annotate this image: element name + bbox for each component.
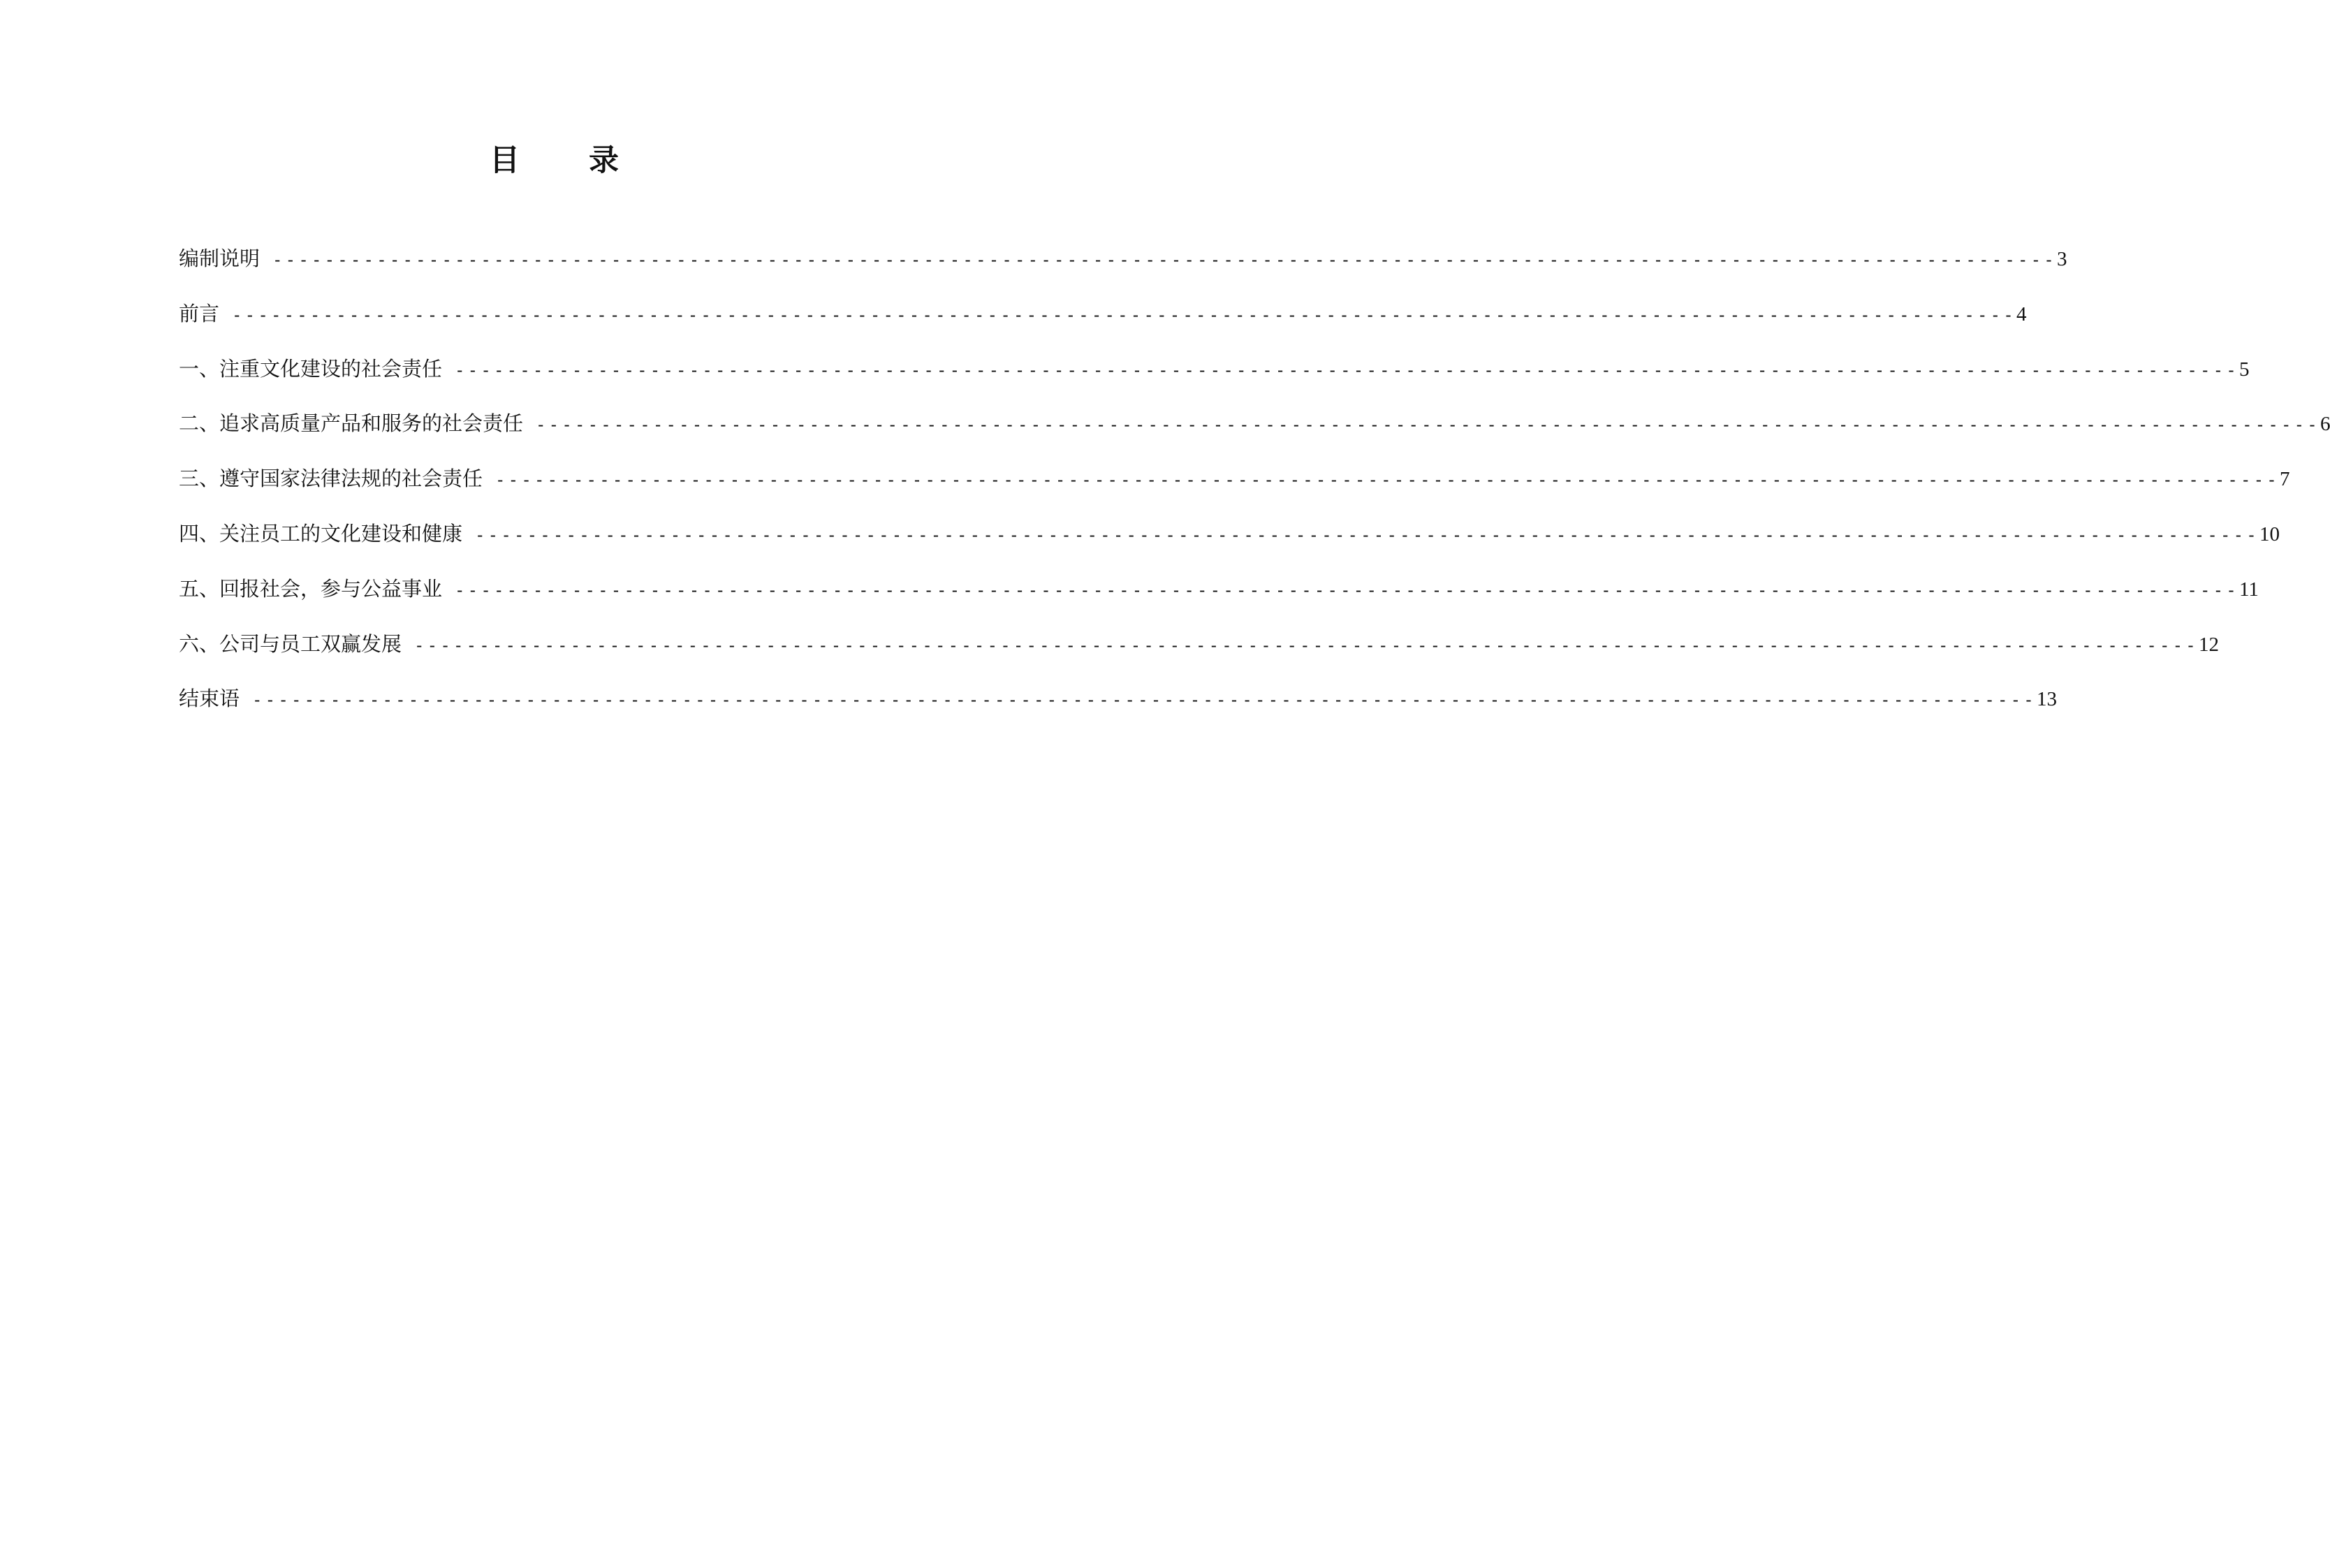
toc-entry-title: 四、关注员工的文化建设和健康 bbox=[179, 521, 463, 545]
toc-entry-compilation-notes[interactable] bbox=[179, 243, 2067, 298]
toc-entry-section-2[interactable] bbox=[179, 408, 2330, 463]
toc-entry-title: 五、回报社会，参与公益事业 bbox=[179, 576, 443, 601]
toc-dot-leader: ----------------------------------------------------------------------------------------------------------------------------------------- bbox=[252, 690, 2037, 710]
toc-page-number: 12 bbox=[2198, 633, 2219, 656]
toc-page-number: 4 bbox=[2016, 302, 2027, 325]
toc-entry-title: 六、公司与员工双赢发展 bbox=[179, 631, 402, 656]
toc-entry-title: 前言 bbox=[179, 301, 220, 325]
toc-entry-section-5[interactable] bbox=[179, 573, 2259, 629]
toc-entry-title: 结束语 bbox=[179, 687, 240, 711]
toc-entry-title: 三、遵守国家法律法规的社会责任 bbox=[179, 467, 483, 491]
table-of-contents bbox=[179, 243, 2330, 738]
toc-entry-preface[interactable] bbox=[179, 298, 2027, 353]
toc-entry-title: 二、追求高质量产品和服务的社会责任 bbox=[179, 411, 524, 436]
toc-dot-leader: ----------------------------------------------------------------------------------------------------------------------------------------- bbox=[495, 470, 2280, 490]
toc-page-number: 11 bbox=[2239, 578, 2259, 601]
toc-entry-section-3[interactable] bbox=[179, 463, 2290, 518]
toc-entry-title: 一、注重文化建设的社会责任 bbox=[179, 356, 443, 381]
toc-entry-title: 编制说明 bbox=[179, 247, 261, 270]
toc-entry-conclusion[interactable] bbox=[179, 683, 2057, 738]
toc-page-number: 6 bbox=[2320, 413, 2330, 436]
toc-dot-leader: ----------------------------------------------------------------------------------------------------------------------------------------- bbox=[455, 360, 2239, 380]
toc-dot-leader: ----------------------------------------------------------------------------------------------------------------------------------------- bbox=[232, 305, 2016, 325]
toc-dot-leader: ----------------------------------------------------------------------------------------------------------------------------------------- bbox=[455, 580, 2239, 600]
toc-dot-leader: ----------------------------------------------------------------------------------------------------------------------------------------- bbox=[536, 415, 2320, 435]
toc-title: 目 录 bbox=[490, 143, 648, 178]
toc-page-number: 3 bbox=[2056, 248, 2067, 270]
toc-entry-section-4[interactable] bbox=[179, 518, 2280, 573]
toc-page-number: 13 bbox=[2036, 688, 2057, 711]
toc-dot-leader: ----------------------------------------------------------------------------------------------------------------------------------------- bbox=[475, 525, 2259, 545]
toc-page-number: 10 bbox=[2259, 522, 2280, 545]
toc-dot-leader: ----------------------------------------------------------------------------------------------------------------------------------------- bbox=[414, 635, 2199, 655]
toc-entry-section-6[interactable] bbox=[179, 629, 2219, 684]
toc-page-number: 7 bbox=[2279, 468, 2290, 491]
toc-dot-leader: ----------------------------------------------------------------------------------------------------------------------------------------- bbox=[272, 250, 2057, 270]
toc-page-number: 5 bbox=[2239, 358, 2250, 381]
toc-entry-section-1[interactable] bbox=[179, 353, 2250, 409]
